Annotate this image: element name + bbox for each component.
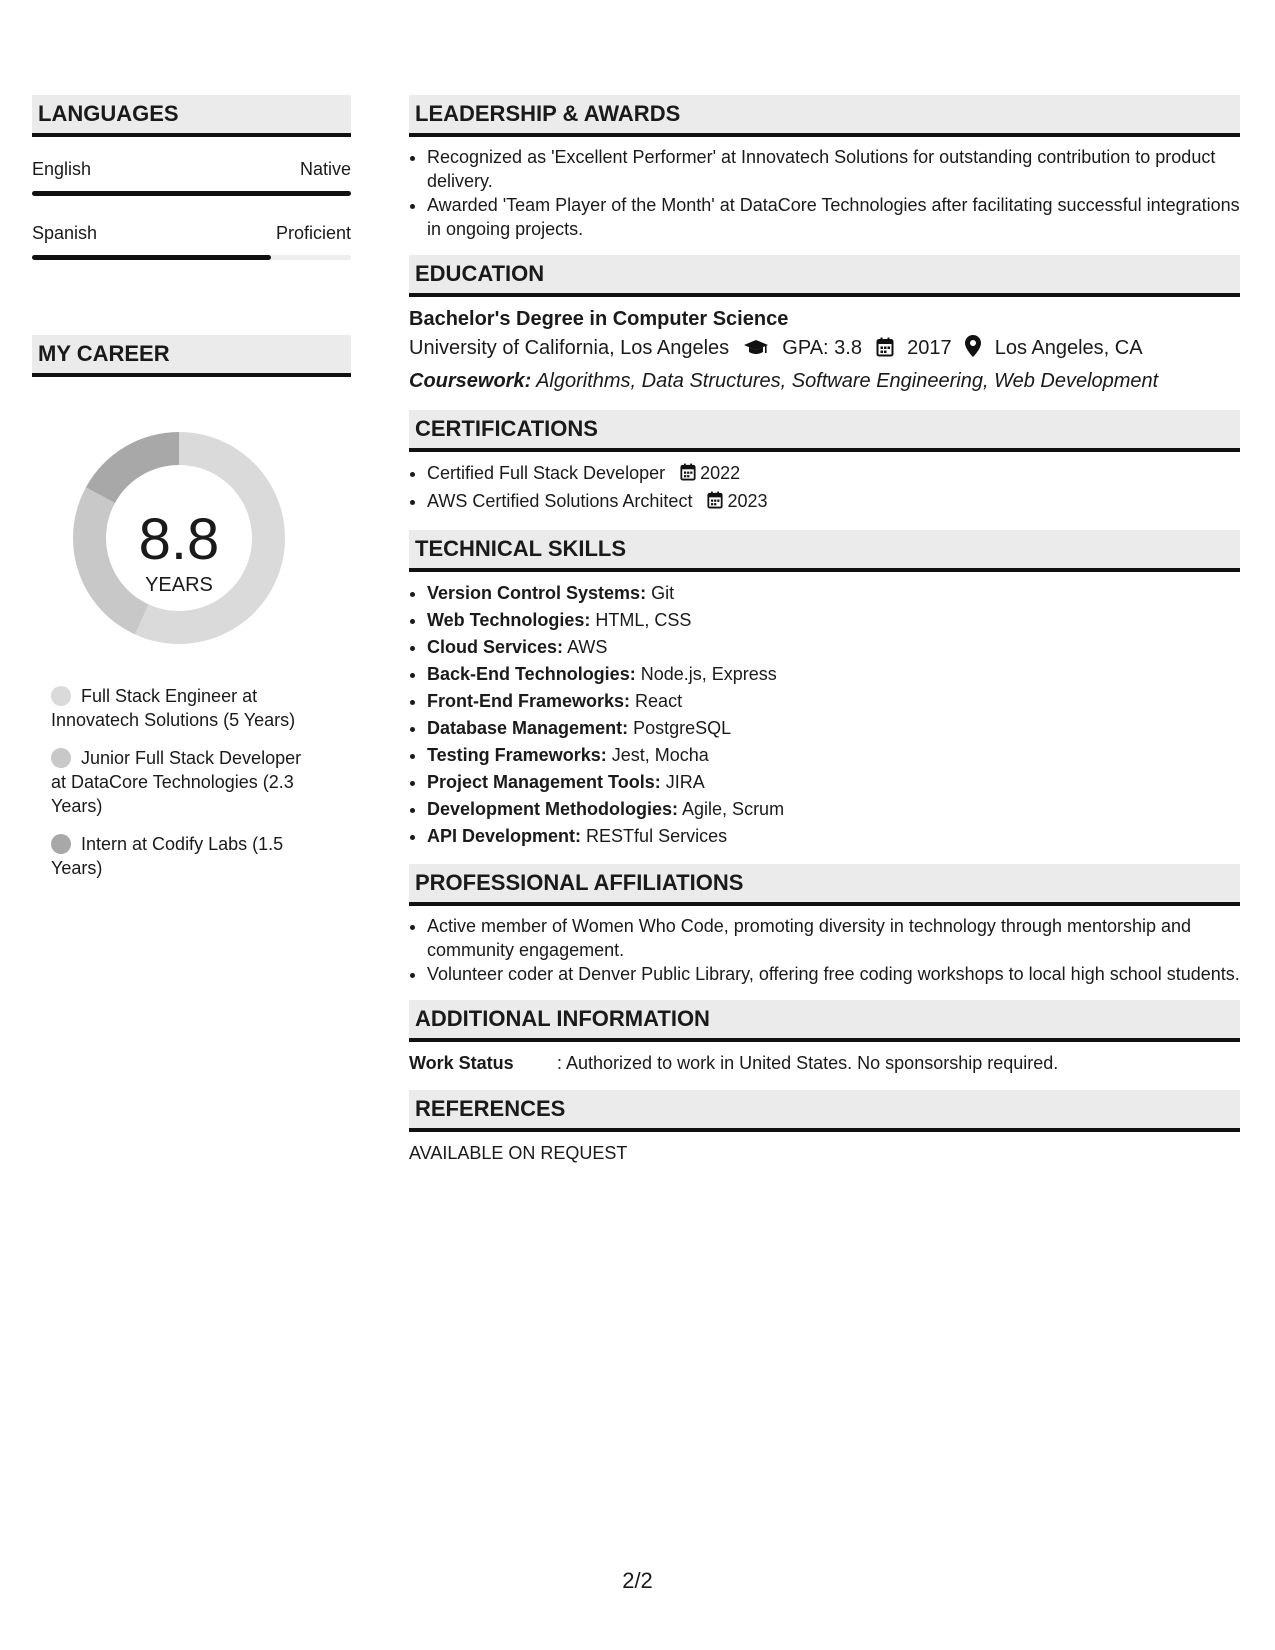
skill-value: React [635,691,683,711]
certification-name: Certified Full Stack Developer [427,463,666,483]
leadership-item: • Recognized as 'Excellent Performer' at Innovatech Solutions for outstanding contribution to product delivery. [427,145,1240,193]
skill-category: Database Management: [427,718,629,738]
education-meta [409,333,1240,366]
skill-item [427,796,1240,823]
skill-category: Testing Frameworks: [427,745,607,765]
skills-section [409,530,1240,850]
calendar-icon [876,336,894,366]
career-legend-label: Full Stack Engineer at Innovatech Solutions (5 Years) [51,686,296,730]
affiliations-section [409,864,1240,986]
skill-item [427,607,1240,634]
work-status-row [409,1050,1240,1076]
education-header: EDUCATION [409,255,1240,297]
skill-category: Web Technologies: [427,610,591,630]
coursework-label: Coursework: [409,370,532,392]
work-status-value: : Authorized to work in United States. No sponsorship required. [557,1053,1059,1073]
skill-category: Development Methodologies: [427,799,679,819]
coursework-value: Algorithms, Data Structures, Software Engineering, Web Development [536,370,1159,392]
language-name: English [32,159,92,179]
career-legend [51,684,321,894]
skill-item [427,688,1240,715]
leadership-header: LEADERSHIP & AWARDS [409,95,1240,137]
skill-item [427,769,1240,796]
skill-item [427,715,1240,742]
certifications-header: CERTIFICATIONS [409,410,1240,452]
language-bar-fill [32,191,351,196]
skill-value: Agile, Scrum [682,799,785,819]
education-gpa: GPA: 3.8 [782,337,862,359]
career-unit: YEARS [145,574,213,596]
language-name: Spanish [32,223,98,243]
donut-segment-2 [86,432,179,503]
certification-name: AWS Certified Solutions Architect [427,491,693,511]
language-bar [32,191,351,196]
affiliation-item: • Volunteer coder at Denver Public Library, offering free coding workshops to local high school students. [427,962,1240,986]
skill-value: RESTful Services [586,826,728,846]
skill-category: Back-End Technologies: [427,664,636,684]
legend-dot [51,686,71,706]
references-text: AVAILABLE ON REQUEST [409,1143,628,1163]
language-level: Native [299,159,351,179]
skill-item [427,580,1240,607]
career-donut [32,418,351,658]
left-column [32,95,351,377]
page-number: 2/2 [622,1568,653,1593]
career-legend-label: Junior Full Stack Developer at DataCore Technologies (2.3 Years) [51,748,302,816]
skill-value: Node.js, Express [640,664,777,684]
affiliation-item: • Active member of Women Who Code, promoting diversity in technology through mentorship and community engagement. [427,914,1240,962]
calendar-icon [707,490,723,516]
skill-value: Jest, Mocha [611,745,709,765]
language-bar [32,255,351,260]
map-marker-icon [965,335,981,366]
education-coursework [409,366,1240,396]
education-school: University of California, Los Angeles [409,337,730,359]
skill-category: Front-End Frameworks: [427,691,631,711]
skill-category: Project Management Tools: [427,772,661,792]
certification-year: 2023 [727,491,768,511]
language-item [32,223,351,260]
affiliations-header: PROFESSIONAL AFFILIATIONS [409,864,1240,906]
education-section [409,255,1240,396]
skill-value: Git [651,583,675,603]
graduation-cap-icon [743,336,769,366]
career-legend-label: Intern at Codify Labs (1.5 Years) [51,834,284,878]
references-header: REFERENCES [409,1090,1240,1132]
work-status-label: Work Status [409,1053,514,1073]
education-location: Los Angeles, CA [994,337,1143,359]
legend-dot [51,748,71,768]
skill-item [427,634,1240,661]
certification-item [427,488,1240,516]
calendar-icon [680,462,696,488]
language-item [32,159,351,196]
additional-header: ADDITIONAL INFORMATION [409,1000,1240,1042]
additional-section [409,1000,1240,1076]
skills-header: TECHNICAL SKILLS [409,530,1240,572]
career-legend-item [51,684,321,732]
career-total: 8.8 [138,507,220,572]
leadership-item: • Awarded 'Team Player of the Month' at DataCore Technologies after facilitating successful integrations in ongoing projects. [427,193,1240,241]
career-legend-item [51,746,321,818]
skill-value: HTML, CSS [595,610,692,630]
skill-value: PostgreSQL [633,718,732,738]
skill-item [427,661,1240,688]
skill-item [427,742,1240,769]
certifications-section [409,410,1240,516]
references-section [409,1090,1240,1166]
skill-item [427,823,1240,850]
language-level: Proficient [275,223,351,243]
language-bar-fill [32,255,271,260]
skill-category: Version Control Systems: [427,583,647,603]
education-year: 2017 [907,337,952,359]
skill-value: AWS [567,637,608,657]
leadership-section [409,95,1240,241]
education-degree: Bachelor's Degree in Computer Science [409,308,789,330]
skill-category: API Development: [427,826,582,846]
career-legend-item [51,832,321,880]
skill-category: Cloud Services: [427,637,564,657]
career-header: MY CAREER [32,335,351,377]
right-column [409,95,1240,1180]
skill-value: JIRA [665,772,705,792]
certification-year: 2022 [700,463,741,483]
legend-dot [51,834,71,854]
languages-header: LANGUAGES [32,95,351,137]
certification-item [427,460,1240,488]
